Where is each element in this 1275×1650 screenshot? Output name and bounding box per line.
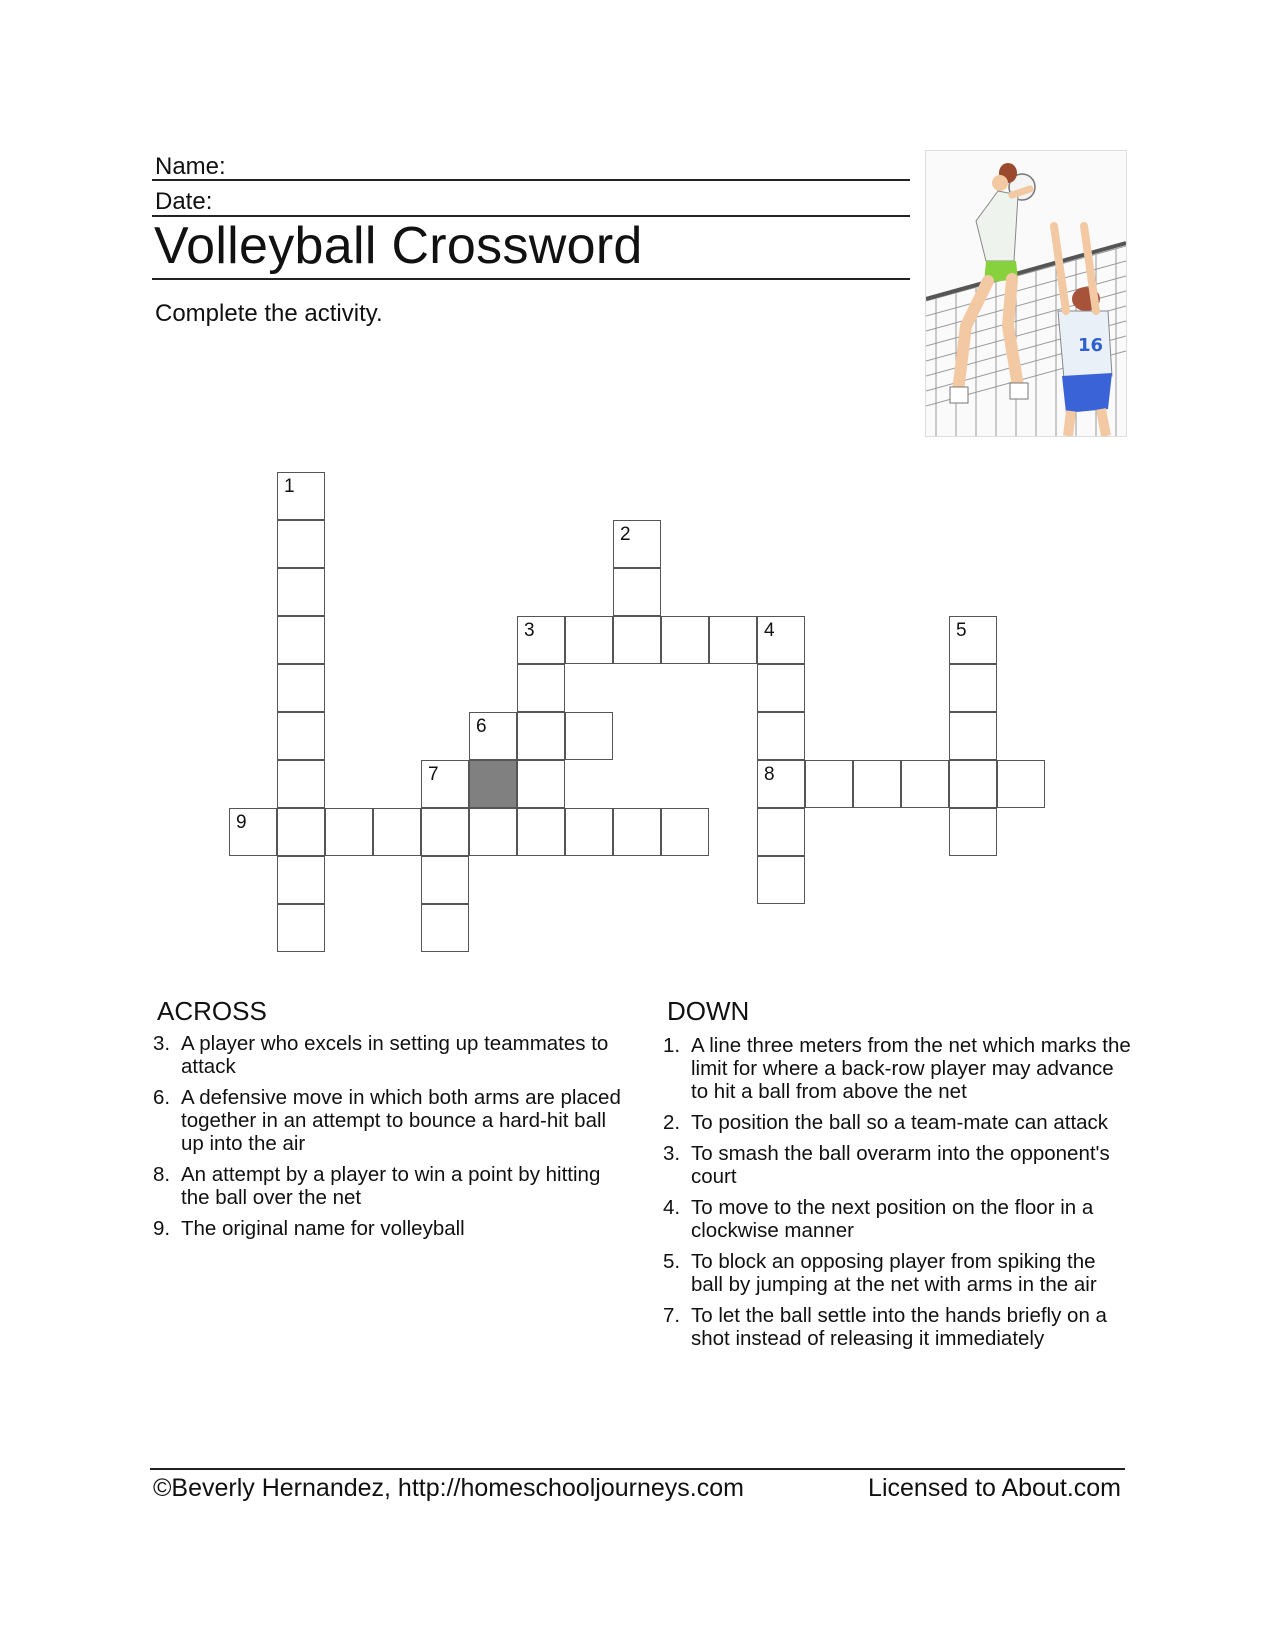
crossword-cell[interactable] xyxy=(949,760,997,808)
clue-number: 8. xyxy=(153,1163,171,1186)
crossword-cell[interactable] xyxy=(757,808,805,856)
crossword-cell[interactable] xyxy=(565,616,613,664)
crossword-cell[interactable] xyxy=(853,760,901,808)
crossword-cell[interactable] xyxy=(949,712,997,760)
clue-number: 7 xyxy=(428,764,439,785)
down-clue xyxy=(663,1250,1133,1296)
crossword-cell[interactable] xyxy=(949,616,997,664)
crossword-cell[interactable] xyxy=(661,808,709,856)
crossword-cell[interactable] xyxy=(421,904,469,952)
clue-number: 5 xyxy=(956,620,967,641)
crossword-cell[interactable] xyxy=(373,808,421,856)
crossword-cell[interactable] xyxy=(949,664,997,712)
clue-text: To block an opposing player from spiking the ball by jumping at the net with arms in the air xyxy=(691,1250,1097,1296)
clue-number: 6. xyxy=(153,1086,171,1109)
crossword-cell[interactable] xyxy=(661,616,709,664)
across-clue xyxy=(153,1163,623,1209)
crossword-cell[interactable] xyxy=(277,616,325,664)
crossword-cell[interactable] xyxy=(421,808,469,856)
instructions: Complete the activity. xyxy=(155,300,383,327)
clue-number: 5. xyxy=(663,1250,681,1273)
clue-text: The original name for volleyball xyxy=(181,1217,465,1240)
crossword-cell[interactable] xyxy=(565,712,613,760)
clue-text: A line three meters from the net which marks the limit for where a back-row player may advance to hit a ball from above the net xyxy=(691,1034,1131,1103)
clue-number: 7. xyxy=(663,1304,681,1327)
clue-number: 3 xyxy=(524,620,535,641)
across-clue xyxy=(153,1217,623,1240)
crossword-cell[interactable] xyxy=(517,808,565,856)
crossword-cell[interactable] xyxy=(277,568,325,616)
crossword-cell[interactable] xyxy=(565,808,613,856)
clue-number: 1. xyxy=(663,1034,681,1057)
clue-text: To move to the next position on the floor in a clockwise manner xyxy=(691,1196,1094,1242)
crossword-cell[interactable] xyxy=(469,712,517,760)
crossword-cell[interactable] xyxy=(421,856,469,904)
crossword-cell[interactable] xyxy=(517,664,565,712)
crossword-cell[interactable] xyxy=(757,712,805,760)
crossword-cell[interactable] xyxy=(325,808,373,856)
footer-credit: ©Beverly Hernandez, http://homeschooljourneys.com xyxy=(153,1474,744,1502)
clue-text: A player who excels in setting up teammates to attack xyxy=(181,1032,609,1078)
across-clue-list xyxy=(153,1032,623,1248)
down-clue xyxy=(663,1304,1133,1350)
date-label: Date: xyxy=(155,188,213,215)
across-clue xyxy=(153,1086,623,1155)
down-clue xyxy=(663,1196,1133,1242)
crossword-cell[interactable] xyxy=(613,568,661,616)
clue-text: A defensive move in which both arms are placed together in an attempt to bounce a hard-hit ball up into the air xyxy=(181,1086,621,1155)
crossword-cell[interactable] xyxy=(517,616,565,664)
clue-number: 3. xyxy=(663,1142,681,1165)
clue-number: 2 xyxy=(620,524,631,545)
name-label: Name: xyxy=(155,153,226,180)
down-clue xyxy=(663,1142,1133,1188)
crossword-cell[interactable] xyxy=(277,712,325,760)
clue-number: 1 xyxy=(284,476,295,497)
crossword-cell[interactable] xyxy=(277,808,325,856)
crossword-cell[interactable] xyxy=(997,760,1045,808)
crossword-cell[interactable] xyxy=(757,616,805,664)
crossword-cell[interactable] xyxy=(709,616,757,664)
crossword-cell[interactable] xyxy=(757,664,805,712)
crossword-cell[interactable] xyxy=(277,856,325,904)
crossword-cell[interactable] xyxy=(949,808,997,856)
crossword-cell[interactable] xyxy=(277,472,325,520)
clue-number: 9. xyxy=(153,1217,171,1240)
clue-number: 9 xyxy=(236,812,247,833)
crossword-cell[interactable] xyxy=(421,760,469,808)
clue-number: 2. xyxy=(663,1111,681,1134)
clue-text: To smash the ball overarm into the opponent's court xyxy=(691,1142,1110,1188)
crossword-cell[interactable] xyxy=(277,904,325,952)
clue-number: 6 xyxy=(476,716,487,737)
clue-number: 4 xyxy=(764,620,775,641)
footer-rule xyxy=(150,1468,1125,1470)
crossword-cell[interactable] xyxy=(229,808,277,856)
crossword-cell[interactable] xyxy=(277,664,325,712)
crossword-cell[interactable] xyxy=(613,616,661,664)
crossword-cell[interactable] xyxy=(613,808,661,856)
across-clue xyxy=(153,1032,623,1078)
crossword-cell[interactable] xyxy=(277,520,325,568)
clue-number: 4. xyxy=(663,1196,681,1219)
clue-text: To let the ball settle into the hands briefly on a shot instead of releasing it immediately xyxy=(691,1304,1107,1350)
down-clue xyxy=(663,1034,1133,1103)
clue-number: 3. xyxy=(153,1032,171,1055)
across-heading: ACROSS xyxy=(157,996,267,1026)
crossword-cell[interactable] xyxy=(757,760,805,808)
clue-text: To position the ball so a team-mate can attack xyxy=(691,1111,1109,1134)
crossword-blocked-cell xyxy=(469,760,517,808)
crossword-cell[interactable] xyxy=(469,808,517,856)
clue-number: 8 xyxy=(764,764,775,785)
down-clue-list xyxy=(663,1034,1133,1358)
crossword-cell[interactable] xyxy=(757,856,805,904)
down-heading: DOWN xyxy=(667,996,750,1026)
jersey-number: 16 xyxy=(1078,335,1104,356)
crossword-cell[interactable] xyxy=(517,712,565,760)
crossword-cell[interactable] xyxy=(901,760,949,808)
clue-text: An attempt by a player to win a point by hitting the ball over the net xyxy=(181,1163,601,1209)
crossword-cell[interactable] xyxy=(805,760,853,808)
crossword-cell[interactable] xyxy=(517,760,565,808)
down-clue xyxy=(663,1111,1133,1134)
page-title: Volleyball Crossword xyxy=(154,217,643,275)
footer-license: Licensed to About.com xyxy=(868,1474,1121,1502)
crossword-cell[interactable] xyxy=(277,760,325,808)
crossword-cell[interactable] xyxy=(613,520,661,568)
